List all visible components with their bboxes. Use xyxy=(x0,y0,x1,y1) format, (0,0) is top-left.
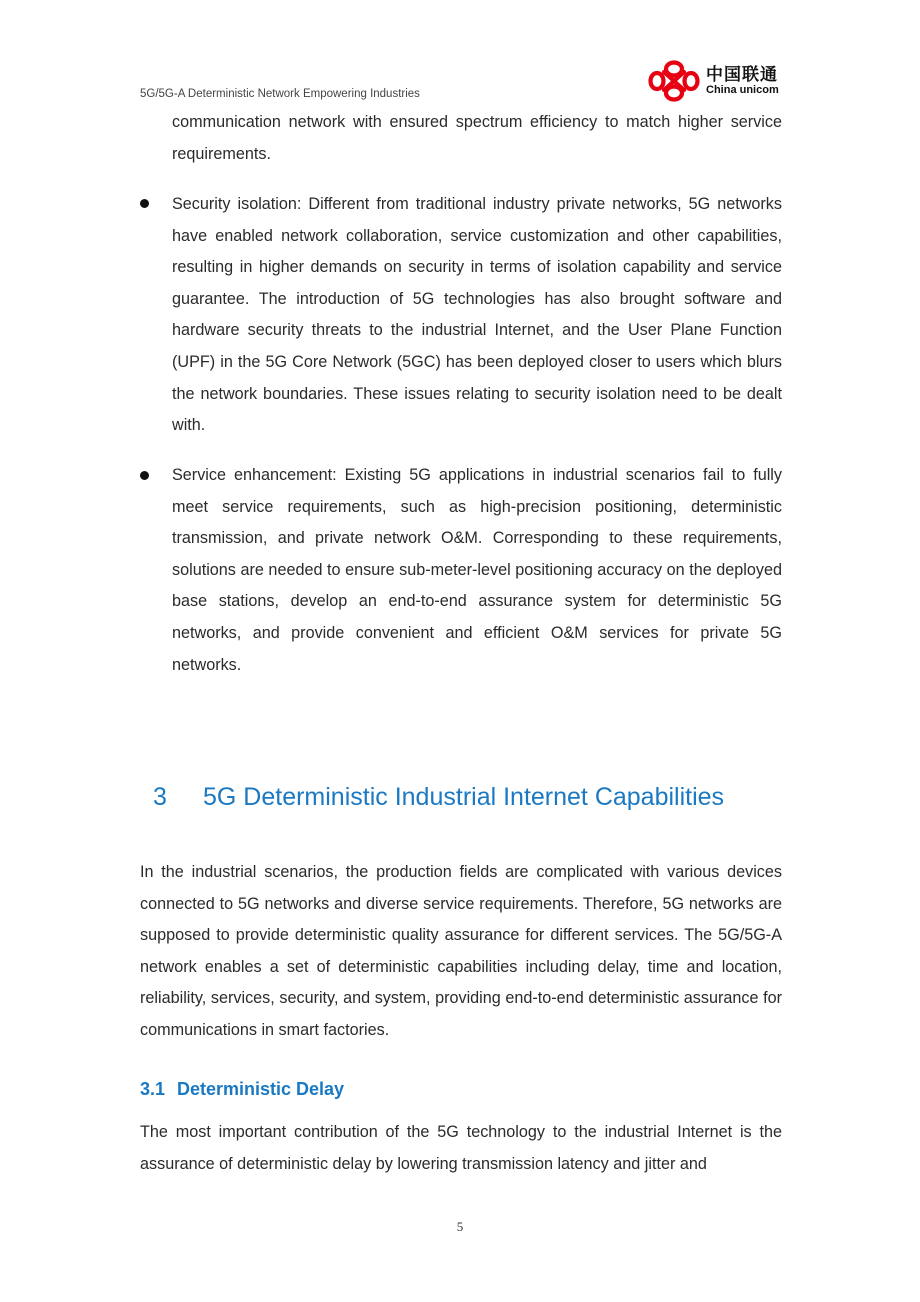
page-number: 5 xyxy=(456,1219,464,1234)
unicom-knot-icon xyxy=(648,60,700,102)
continued-paragraph: communication network with ensured spectrum efficiency to match higher service requirements. xyxy=(172,113,782,163)
china-unicom-logo xyxy=(648,60,779,102)
subsection-heading xyxy=(140,1079,344,1100)
section-heading xyxy=(153,783,724,812)
subsection-text: The most important contribution of the 5G technology to the industrial Internet is the assurance of deterministic delay by lowering transmission latency and jitter and xyxy=(140,1123,782,1173)
subsection-title: Deterministic Delay xyxy=(177,1079,345,1099)
section-intro: In the industrial scenarios, the production fields are complicated with various devices connected to 5G networks and diverse service requirements. Therefore, 5G networks are supposed to provide deterministic quality assurance for different services. The 5G/5G-A network enables a set of deterministic capabilities including delay, time and location, reliability, services, security, and system, providing end-to-end deterministic assurance for communications in smart factories. xyxy=(140,863,782,1039)
logo-chinese-name: 中国联通 xyxy=(706,65,778,84)
logo-english-name: China unicom xyxy=(706,84,779,96)
subsection-number: 3.1 xyxy=(140,1079,166,1099)
bullet-security-isolation: Security isolation: Different from traditional industry private networks, 5G networks have enabled network collaboration, service customization and other capabilities, resulting in higher demands on security in terms of isolation capability and service guarantee. The introduction of 5G technologies has also brought software and hardware security threats to the industrial Internet, and the User Plane Function (UPF) in the 5G Core Network (5GC) has been deployed closer to users which blurs the network boundaries. These issues relating to security isolation need to be dealt with. xyxy=(172,195,782,435)
bullet-service-enhancement: Service enhancement: Existing 5G applications in industrial scenarios fail to fully meet service requirements, such as high-precision positioning, deterministic transmission, and private network O&M. Corresponding to these requirements, solutions are needed to ensure sub-meter-level positioning accuracy on the deployed base stations, develop an end-to-end assurance system for deterministic 5G networks, and provide convenient and efficient O&M services for private 5G networks. xyxy=(172,466,782,674)
bullet-dot xyxy=(140,471,149,480)
running-header: 5G/5G-A Deterministic Network Empowering Industries xyxy=(140,88,420,100)
section-number: 3 xyxy=(153,783,167,811)
bullet-dot xyxy=(140,199,149,208)
section-title: 5G Deterministic Industrial Internet Capabilities xyxy=(203,783,725,811)
